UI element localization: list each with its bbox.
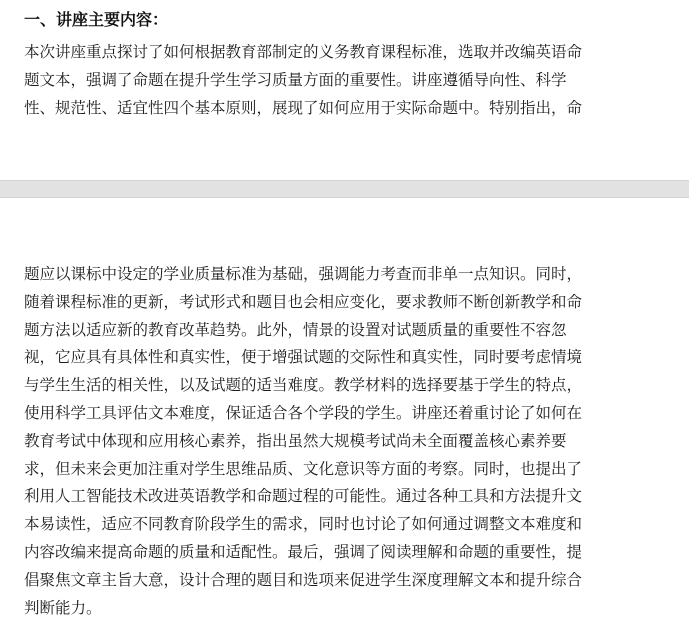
- text-line: 题文本，强调了命题在提升学生学习质量方面的重要性。讲座遵循导向性、科学: [24, 70, 567, 89]
- section-heading: 一、讲座主要内容：: [24, 10, 169, 29]
- text-line: 教育考试中体现和应用核心素养，指出虽然大规模考试尚未全面覆盖核心素养要: [24, 431, 567, 450]
- text-line: 随着课程标准的更新，考试形式和题目也会相应变化，要求教师不断创新教学和命: [24, 292, 583, 311]
- paragraph-page-1: [24, 39, 664, 122]
- text-line: 利用人工智能技术改进英语教学和命题过程的可能性。通过各种工具和方法提升文: [24, 487, 583, 506]
- text-line: 求，但未来会更加注重对学生思维品质、文化意识等方面的考察。同时，也提出了: [24, 459, 583, 478]
- page-break-divider: [0, 180, 689, 198]
- text-line: 本易读性，适应不同教育阶段学生的需求，同时也讨论了如何通过调整文本难度和: [24, 515, 583, 534]
- document-page-top: [0, 0, 689, 180]
- text-line: 倡聚焦文章主旨大意，设计合理的题目和选项来促进学生深度理解文本和提升综合: [24, 570, 583, 589]
- text-line: 题方法以适应新的教育改革趋势。此外，情景的设置对试题质量的重要性不容忽: [24, 320, 567, 339]
- text-line: 视，它应具有具体性和真实性，便于增强试题的交际性和真实性，同时要考虑情境: [24, 348, 583, 367]
- text-line: 判断能力。: [24, 598, 102, 617]
- text-line: 内容改编来提高命题的质量和适配性。最后，强调了阅读理解和命题的重要性，提: [24, 542, 583, 561]
- text-line: 本次讲座重点探讨了如何根据教育部制定的义务教育课程标准，选取并改编英语命: [24, 43, 583, 61]
- document-page-bottom: [0, 198, 689, 630]
- text-line: 与学生生活的相关性，以及试题的适当难度。教学材料的选择要基于学生的特点，: [24, 376, 583, 395]
- paragraph-page-2: [24, 261, 664, 622]
- text-line: 使用科学工具评估文本难度，保证适合各个学段的学生。讲座还着重讨论了如何在: [24, 403, 583, 422]
- text-line: 题应以课标中设定的学业质量标准为基础，强调能力考查而非单一点知识。同时，: [24, 265, 583, 283]
- text-line: 性、规范性、适宜性四个基本原则，展现了如何应用于实际命题中。特别指出，命: [24, 98, 583, 117]
